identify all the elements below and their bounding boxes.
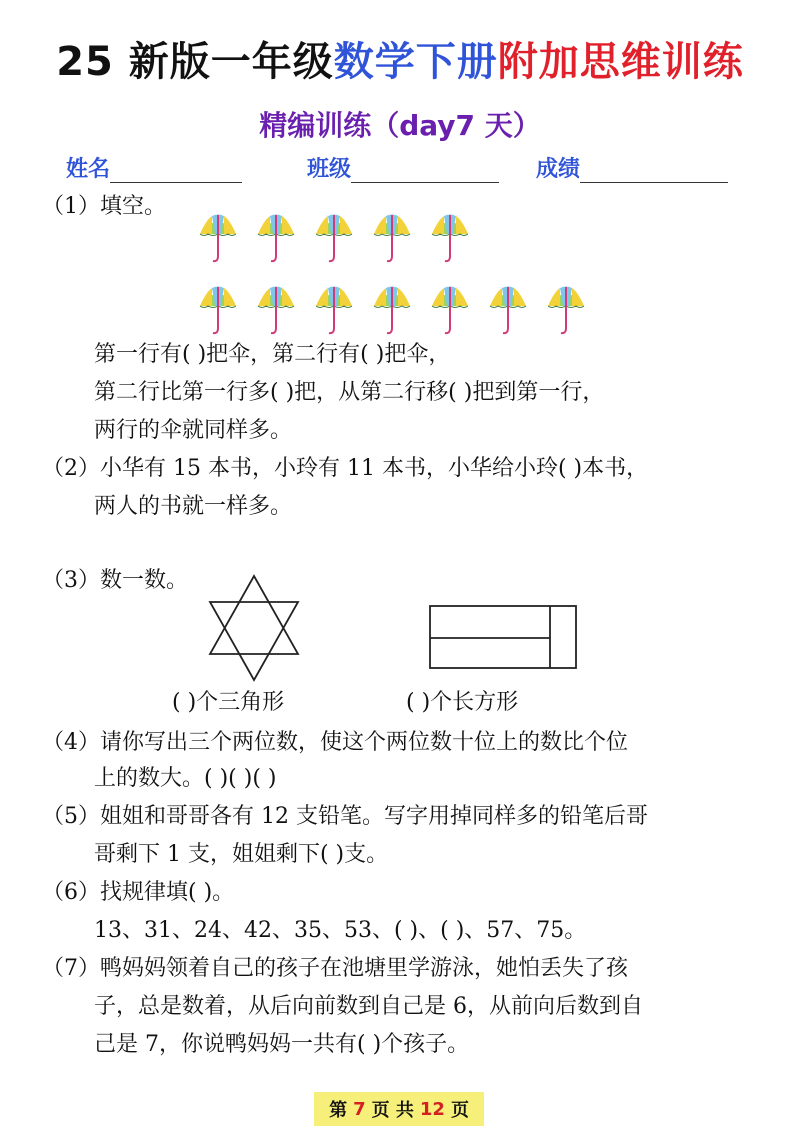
q2-line2: 两人的书就一样多。 [94,494,293,519]
q4-line1: （4）请你写出三个两位数，使这个两位数十位上的数比个位 [42,730,628,755]
score-label: 成绩 [536,157,581,182]
rectangle-figure [428,604,580,670]
name-label: 姓名 [66,157,111,182]
q1-line2[interactable]: 第二行比第一行多( )把，从第二行移( )把到第一行， [94,380,605,405]
umbrella-icon [488,284,528,336]
q5-line2[interactable]: 哥剩下 1 支，姐姐剩下( )支。 [94,842,389,867]
umbrella-icon [546,284,586,336]
q3-answer-rectangles[interactable]: ( )个长方形 [406,690,519,715]
q7-line1: （7）鸭妈妈领着自己的孩子在池塘里学游泳，她怕丢失了孩 [42,956,628,981]
total-pages: 12 [419,1098,445,1120]
page-prefix: 第 [329,1100,348,1121]
umbrella-icon [256,284,296,336]
q7-line3[interactable]: 己是 7，你说鸭妈妈一共有( )个孩子。 [94,1032,470,1057]
q3-answer-triangles[interactable]: ( )个三角形 [172,690,285,715]
umbrella-icon [256,212,296,264]
q6-line2[interactable]: 13、31、24、42、35、53、( )、( )、57、75。 [94,918,587,943]
title-grade: 25 新版一年级 [56,39,334,85]
q4-line2[interactable]: 上的数大。( )( )( ) [94,766,277,791]
q1-line1[interactable]: 第一行有( )把伞，第二行有( )把伞， [94,342,451,367]
q1-label: （1）填空。 [42,194,166,219]
current-page: 7 [353,1098,366,1120]
class-field[interactable] [307,152,499,183]
q6-line1[interactable]: （6）找规律填( )。 [42,880,235,905]
q1-line3: 两行的伞就同样多。 [94,418,293,443]
page-middle: 页 共 [371,1100,414,1121]
score-field[interactable] [536,152,728,183]
star-of-david-figure [206,574,302,682]
umbrella-icon [198,212,238,264]
umbrella-icon [314,212,354,264]
q7-line2: 子，总是数着，从后向前数到自己是 6，从前向后数到自 [94,994,643,1019]
class-label: 班级 [307,157,352,182]
umbrella-icon [198,284,238,336]
title-subject: 数学下册 [333,39,498,85]
name-field[interactable] [66,152,242,183]
umbrella-icon [430,284,470,336]
umbrella-row-1 [198,212,470,264]
umbrella-row-2 [198,284,586,336]
page-suffix: 页 [450,1100,469,1121]
umbrella-icon [372,212,412,264]
page-subtitle: 精编训练（day7 天） [259,109,541,142]
page-title [0,30,800,87]
q3-label: （3）数一数。 [42,568,188,593]
q5-line1: （5）姐姐和哥哥各有 12 支铅笔。写字用掉同样多的铅笔后哥 [42,804,648,829]
q2-line1[interactable]: （2）小华有 15 本书，小玲有 11 本书，小华给小玲( )本书， [42,456,649,481]
umbrella-icon [314,284,354,336]
page-indicator [314,1092,484,1126]
umbrella-icon [372,284,412,336]
title-extra: 附加思维训练 [497,39,744,85]
umbrella-icon [430,212,470,264]
